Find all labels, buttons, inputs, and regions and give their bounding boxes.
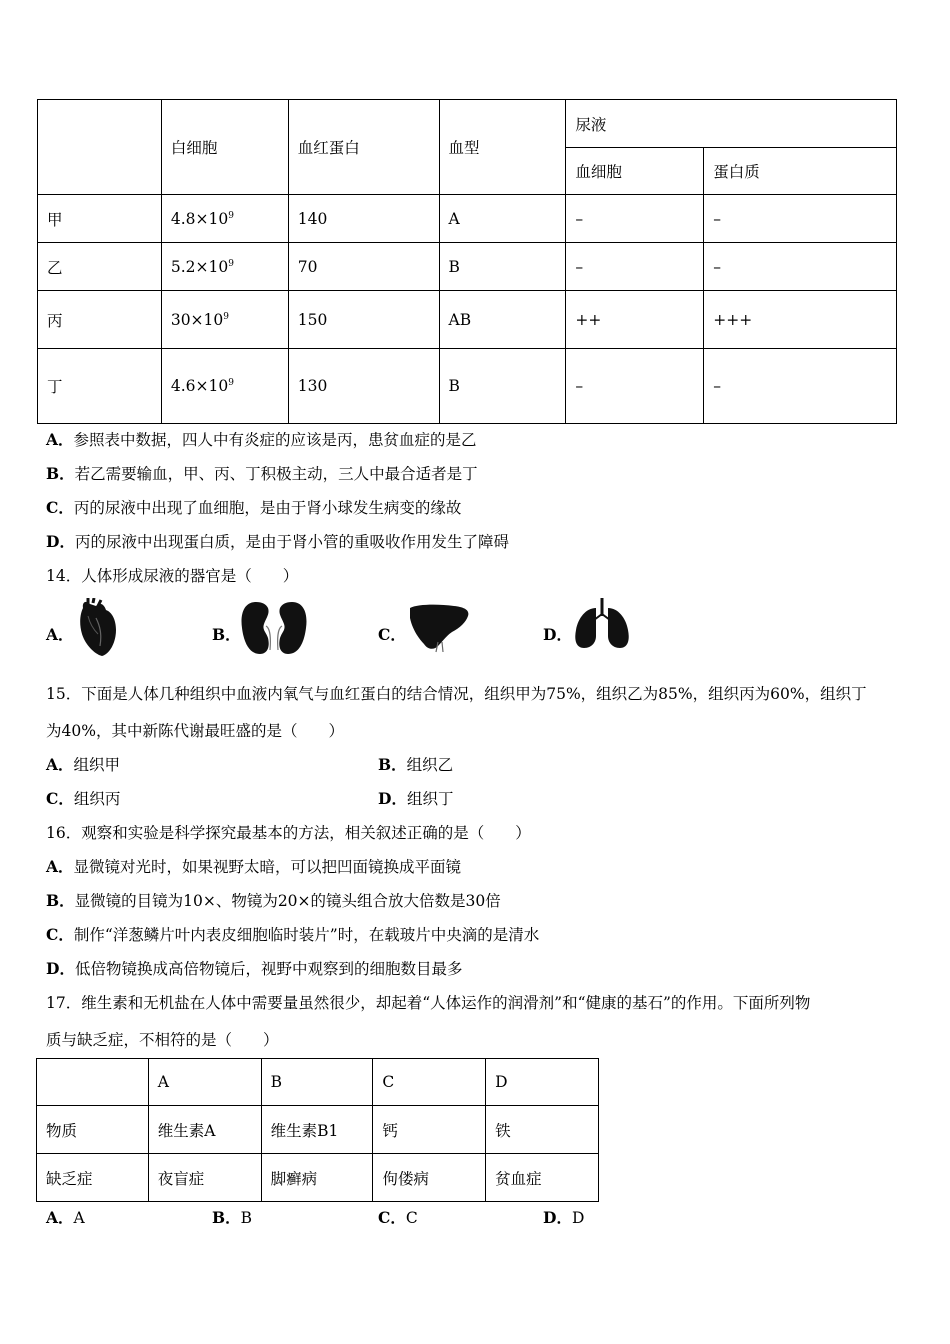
header-cell: C (373, 1059, 486, 1106)
protein-cell: – (704, 349, 897, 424)
option-text: 组织乙 (406, 756, 454, 774)
rbc-cell: – (566, 243, 704, 291)
wbc-cell (161, 243, 288, 291)
q17-option-c[interactable] (378, 1206, 418, 1228)
q13-option-c[interactable] (46, 496, 461, 518)
type-cell: AB (439, 291, 566, 349)
q15-option-b[interactable] (378, 753, 453, 775)
q16-option-b[interactable] (46, 889, 501, 911)
q14-option-a[interactable] (46, 623, 74, 645)
table-cell: 钙 (373, 1106, 486, 1154)
row-name: 丁 (38, 349, 162, 424)
option-text: 参照表中数据，四人中有炎症的应该是丙，患贫血症的是乙 (73, 431, 477, 449)
hb-cell: 70 (288, 243, 439, 291)
table-cell: 夜盲症 (148, 1154, 261, 1202)
header-cell: D (486, 1059, 599, 1106)
q13-option-b[interactable] (46, 462, 478, 484)
table-cell: 物质 (37, 1106, 149, 1154)
q15-stem-line2: 为40%，其中新陈代谢最旺盛的是（ ） (46, 722, 344, 740)
option-text: 丙的尿液中出现了血细胞，是由于肾小球发生病变的缘故 (73, 499, 462, 517)
q16-option-a[interactable] (46, 855, 461, 877)
protein-cell: – (704, 195, 897, 243)
q14-option-d[interactable] (543, 623, 572, 645)
header-wbc: 白细胞 (161, 100, 288, 195)
rbc-cell: – (566, 349, 704, 424)
kidney-icon (240, 598, 308, 658)
q14-option-b[interactable] (212, 623, 241, 645)
option-label: C． (46, 498, 74, 517)
option-label: B． (378, 755, 407, 774)
table-cell: 铁 (486, 1106, 599, 1154)
q15-option-a[interactable] (46, 753, 120, 775)
table-row (37, 1106, 599, 1154)
option-label: A． (46, 857, 74, 876)
wbc-exponent: 9 (228, 258, 234, 269)
protein-cell: +++ (704, 291, 897, 349)
q17-stem-line1: 17．维生素和无机盐在人体中需要量虽然很少，却起着“人体运作的润滑剂”和“健康的基石”的作用。下面所列物 (46, 994, 811, 1012)
option-label: D． (378, 789, 407, 808)
table-cell: 缺乏症 (37, 1154, 149, 1202)
rbc-cell: ++ (566, 291, 704, 349)
q16-stem: 16．观察和实验是科学探究最基本的方法，相关叙述正确的是（ ） (46, 824, 531, 842)
option-label: B． (46, 891, 75, 910)
option-text: 若乙需要输血，甲、丙、丁积极主动，三人中最合适者是丁 (74, 465, 478, 483)
option-label: D． (46, 959, 75, 978)
table-cell: 维生素A (148, 1106, 261, 1154)
q14-option-c[interactable] (378, 623, 406, 645)
option-text: A (73, 1209, 85, 1227)
option-text: 显微镜的目镜为10×、物镜为20×的镜头组合放大倍数是30倍 (74, 892, 501, 910)
wbc-value: 4.6×10 (170, 377, 229, 395)
q15-option-d[interactable] (378, 787, 453, 809)
table-row (38, 195, 897, 243)
option-text: 丙的尿液中出现蛋白质，是由于肾小管的重吸收作用发生了障碍 (74, 533, 509, 551)
q15-option-c[interactable] (46, 787, 120, 809)
option-label: A． (46, 625, 74, 644)
option-label: D． (46, 532, 75, 551)
wbc-cell (161, 291, 288, 349)
table-row (38, 243, 897, 291)
vitamin-deficiency-table (36, 1058, 599, 1202)
table-row (37, 1059, 599, 1106)
table-cell: 佝偻病 (373, 1154, 486, 1202)
header-cell (37, 1059, 149, 1106)
table-row (38, 291, 897, 349)
option-label: A． (46, 1208, 74, 1227)
q13-option-d[interactable] (46, 530, 509, 552)
q13-option-a[interactable] (46, 428, 477, 450)
type-cell: B (439, 349, 566, 424)
header-urine-protein: 蛋白质 (704, 148, 897, 195)
option-text: C (405, 1209, 418, 1227)
header-urine: 尿液 (566, 100, 897, 148)
option-text: 组织丙 (73, 790, 121, 808)
option-label: A． (46, 755, 74, 774)
hb-cell: 150 (288, 291, 439, 349)
type-cell: A (439, 195, 566, 243)
wbc-cell (161, 349, 288, 424)
q15-stem-line1: 15．下面是人体几种组织中血液内氧气与血红蛋白的结合情况，组织甲为75%，组织乙为85%，组织丙为60%，组织丁 (46, 685, 867, 703)
option-label: C． (378, 1208, 406, 1227)
wbc-cell (161, 195, 288, 243)
q14-stem: 14．人体形成尿液的器官是（ ） (46, 567, 299, 585)
option-text: 组织甲 (73, 756, 121, 774)
q17-option-d[interactable] (543, 1206, 584, 1228)
header-cell: A (148, 1059, 261, 1106)
wbc-value: 4.8×10 (170, 209, 229, 228)
option-label: C． (46, 789, 74, 808)
rbc-cell: – (566, 195, 704, 243)
q16-option-c[interactable] (46, 923, 539, 945)
q17-option-a[interactable] (46, 1206, 85, 1228)
wbc-exponent: 9 (228, 210, 234, 221)
option-text: B (240, 1209, 252, 1227)
table-cell: 贫血症 (486, 1154, 599, 1202)
option-text: 显微镜对光时，如果视野太暗，可以把凹面镜换成平面镜 (73, 858, 462, 876)
wbc-value: 5.2×10 (170, 257, 229, 276)
option-label: B． (212, 1208, 241, 1227)
header-blank (38, 100, 162, 195)
option-label: C． (46, 925, 74, 944)
protein-cell: – (704, 243, 897, 291)
q17-stem-line2: 质与缺乏症，不相符的是（ ） (46, 1031, 279, 1049)
row-name: 乙 (38, 243, 162, 291)
option-text: D (571, 1209, 585, 1227)
option-label: C． (378, 625, 406, 644)
option-text: 组织丁 (406, 790, 454, 808)
wbc-value: 30×10 (170, 310, 224, 329)
option-label: B． (212, 625, 241, 644)
header-hb: 血红蛋白 (288, 100, 439, 195)
option-text: 制作“洋葱鳞片叶内表皮细胞临时装片”时，在载玻片中央滴的是清水 (73, 926, 540, 944)
option-label: D． (543, 1208, 572, 1227)
option-label: A． (46, 430, 74, 449)
option-label: B． (46, 464, 75, 483)
table-cell: 脚癣病 (261, 1154, 373, 1202)
option-text: 低倍物镜换成高倍物镜后，视野中观察到的细胞数目最多 (74, 960, 463, 978)
q16-option-d[interactable] (46, 957, 462, 979)
wbc-exponent: 9 (228, 378, 234, 388)
row-name: 丙 (38, 291, 162, 349)
wbc-exponent: 9 (223, 311, 229, 322)
q17-option-b[interactable] (212, 1206, 252, 1228)
header-urine-rbc: 血细胞 (566, 148, 704, 195)
hb-cell: 130 (288, 349, 439, 424)
header-cell: B (261, 1059, 373, 1106)
table-row (37, 1154, 599, 1202)
header-blood-type: 血型 (439, 100, 566, 195)
table-cell: 维生素B1 (261, 1106, 373, 1154)
hb-cell: 140 (288, 195, 439, 243)
row-name: 甲 (38, 195, 162, 243)
lung-icon (572, 596, 632, 652)
heart-icon (76, 598, 118, 658)
blood-urine-table (37, 99, 897, 424)
table-row (38, 349, 897, 424)
option-label: D． (543, 625, 572, 644)
type-cell: B (439, 243, 566, 291)
liver-icon (408, 602, 470, 654)
